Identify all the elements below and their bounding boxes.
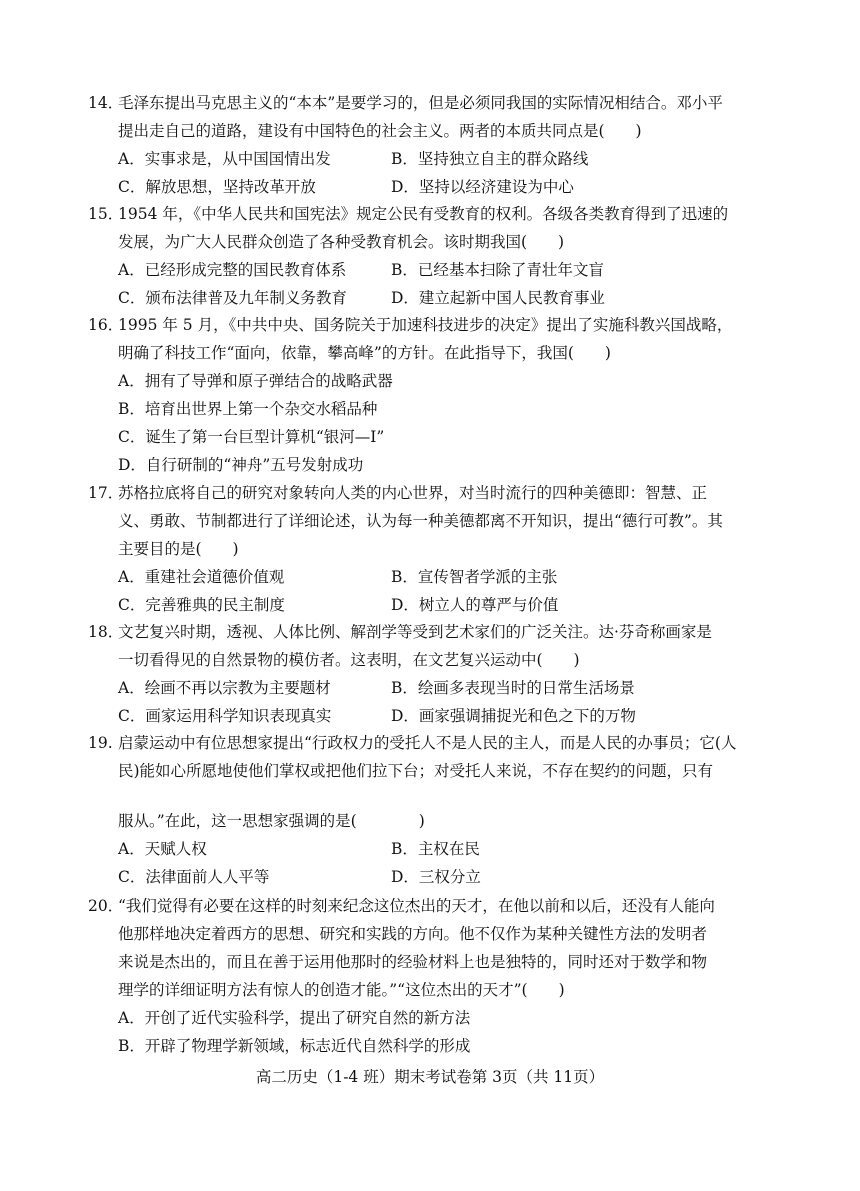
options [88,1004,758,1060]
question-19 [88,729,758,891]
spacer [118,785,758,807]
stem-line: 义、勇敢、节制都进行了详细论述，认为每一种美德都离不开知识，提出“德行可教”。其 [118,512,723,530]
stem-line: 1995 年 5 月，《中共中央、国务院关于加速科技进步的决定》提出了实施科教兴国战略， [118,316,733,334]
option-d: D．建立起新中国人民教育事业 [391,289,605,307]
option-a: A．重建社会道德价值观 [118,568,285,586]
options [88,367,758,479]
stem-line: 主要目的是( ) [118,540,239,558]
stem-line: 服从。”在此，这一思想家强调的是( ) [118,812,425,830]
question-stem [88,479,758,563]
options [88,835,758,891]
stem-line: 启蒙运动中有位思想家提出“行政权力的受托人不是人民的主人，而是人民的办事员；它(人 [118,734,737,752]
option-b: B．开辟了物理学新领域，标志近代自然科学的形成 [118,1037,471,1055]
question-number: 15． [88,205,124,223]
options [88,674,758,730]
question-14 [88,89,758,201]
question-15 [88,200,758,312]
option-a: A．已经形成完整的国民教育体系 [118,261,347,279]
question-stem [88,729,758,835]
question-number: 16． [88,316,124,334]
option-c: C．画家运用科学知识表现真实 [118,707,332,725]
option-d: D．三权分立 [391,868,481,886]
option-a: A．天赋人权 [118,840,207,858]
question-16 [88,311,758,479]
stem-line: 民)能如心所愿地使他们掌权或把他们拉下台；对受托人来说，不存在契约的问题，只有 [118,762,714,780]
stem-line: 一切看得见的自然景物的模仿者。这表明，在文艺复兴运动中( ) [118,651,580,669]
stem-line: 提出走自己的道路，建设有中国特色的社会主义。两者的本质共同点是( ) [118,122,642,140]
option-a: A．绘画不再以宗教为主要题材 [118,679,331,697]
option-c: C．解放思想，坚持改革开放 [118,178,316,196]
stem-line: 文艺复兴时期，透视、人体比例、解剖学等受到艺术家们的广泛关注。达·芬奇称画家是 [118,623,712,641]
option-b: B．宣传智者学派的主张 [391,568,558,586]
option-d: D．坚持以经济建设为中心 [391,178,574,196]
question-number: 19. [88,734,113,752]
question-number: 17． [88,484,124,502]
question-number: 20． [88,897,124,915]
stem-line: 明确了科技工作“面向，依靠，攀高峰”的方针。在此指导下，我国( ) [118,344,611,362]
option-b: B．已经基本扫除了青壮年文盲 [391,261,604,279]
option-c: C．颁布法律普及九年制义务教育 [118,289,347,307]
option-c: C．诞生了第一台巨型计算机“银河—I” [118,428,385,446]
options [88,563,758,619]
stem-line: 苏格拉底将自己的研究对象转向人类的内心世界，对当时流行的四种美德即：智慧、正 [118,484,708,502]
option-b: B．主权在民 [391,840,480,858]
question-stem [88,892,758,1004]
stem-line: “我们觉得有必要在这样的时刻来纪念这位杰出的天才，在他以前和以后，还没有人能向 [118,897,715,915]
option-a: A．拥有了导弹和原子弹结合的战略武器 [118,372,393,390]
stem-line: 1954 年，《中华人民共和国宪法》规定公民有受教育的权利。各级各类教育得到了迅速的 [118,205,729,223]
question-17 [88,479,758,619]
stem-line: 毛泽东提出马克思主义的“本本”是要学习的，但是必须同我国的实际情况相结合。邓小平 [118,94,723,112]
page-footer: 高二历史（1-4 班）期末考试卷第 3页（共 11页） [255,1068,605,1086]
option-d: D．树立人的尊严与价值 [391,596,559,614]
option-b: B．绘画多表现当时的日常生活场景 [391,679,635,697]
stem-line: 发展，为广大人民群众创造了各种受教育机会。该时期我国( ) [118,233,565,251]
question-18 [88,618,758,730]
stem-line: 他那样地决定着西方的思想、研究和实践的方向。他不仅作为某种关键性方法的发明者 [118,925,708,943]
option-a: A．开创了近代实验科学，提出了研究自然的新方法 [118,1009,471,1027]
option-a: A．实事求是，从中国国情出发 [118,150,331,168]
stem-line: 理学的详细证明方法有惊人的创造才能。”“这位杰出的天才”( ) [118,981,565,999]
option-d: D．画家强调捕捉光和色之下的万物 [391,707,636,725]
question-number: 18． [88,623,124,641]
question-number: 14． [88,94,124,112]
question-stem [88,200,758,256]
option-b: B．培育出世界上第一个杂交水稻品种 [118,400,378,418]
question-stem [88,89,758,145]
question-stem [88,311,758,367]
option-c: C．法律面前人人平等 [118,868,270,886]
options [88,145,758,201]
option-d: D．自行研制的“神舟”五号发射成功 [118,456,364,474]
option-c: C．完善雅典的民主制度 [118,596,285,614]
question-20 [88,892,758,1060]
question-stem [88,618,758,674]
stem-line: 来说是杰出的，而且在善于运用他那时的经验材料上也是独特的，同时还对于数学和物 [118,953,708,971]
option-b: B．坚持独立自主的群众路线 [391,150,589,168]
options [88,256,758,312]
